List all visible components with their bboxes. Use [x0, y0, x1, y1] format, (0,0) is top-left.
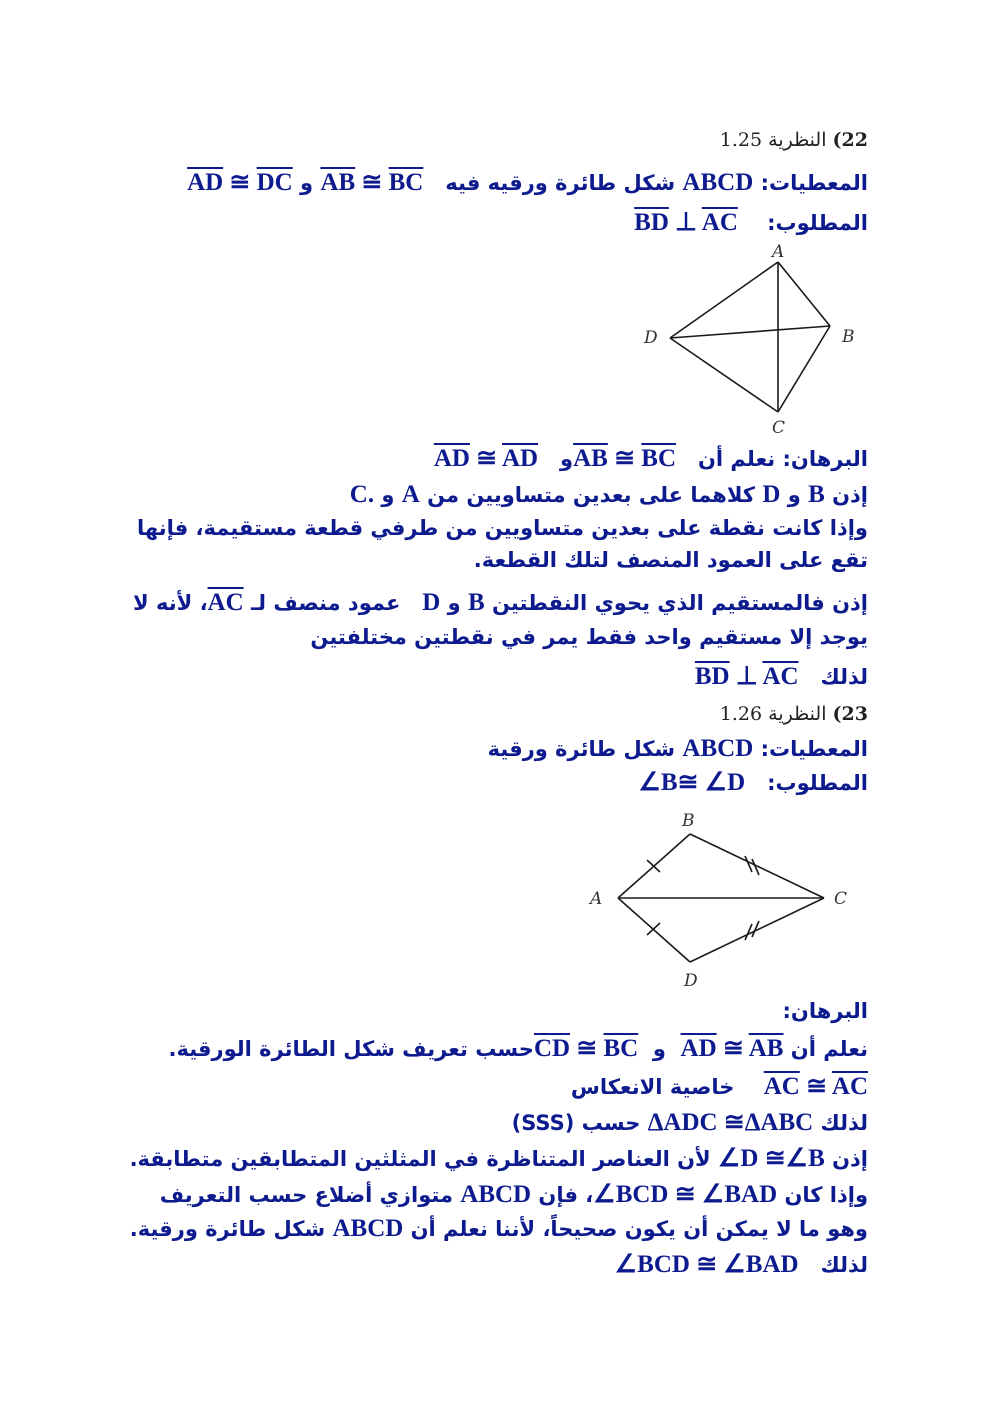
prove-expr: $\overline{BD}$ ⊥ $\overline{AC}$: [634, 209, 738, 236]
theorem-1-26-heading: [720, 700, 868, 728]
label-b: B: [842, 327, 855, 347]
proof-expr-ab-bc: $\overline{AB}$ ≅ $\overline{BC}$: [573, 445, 677, 472]
proof-expr-ad-ad: $\overline{AD}$ ≅ $\overline{AD}$: [433, 445, 539, 472]
proof-line-3: وإذا كانت نقطة على بعدين متساويين من طرفي قطعة مستقيمة، فإنها تقع على العمود المنصف لتلك القطعة.: [136, 516, 868, 572]
exercise-number: 23): [832, 703, 868, 725]
proof-line-5: يوجد إلا مستقيم واحد فقط يمر في نقطتين مختلفتين: [310, 625, 868, 649]
prove-line: [634, 208, 868, 238]
kite-figure-1: [630, 240, 870, 440]
label-c: C: [834, 889, 848, 909]
prove-line-2: المطلوب: ∠B≅ ∠D: [638, 769, 868, 796]
label-d: D: [684, 971, 698, 991]
and-word: و: [560, 447, 574, 471]
proof2-line-5: وإذا كان ∠BCD ≅ ∠BAD، فإن ABCD متوازي أضلاع حسب التعريف: [159, 1181, 868, 1208]
given-line: [187, 168, 868, 198]
label-d: D: [644, 328, 658, 348]
theorem-number: 1.26: [719, 703, 763, 725]
given-line-2: المعطيات: ABCD شكل طائرة ورقية: [487, 735, 868, 762]
proof2-line-1: نعلم أن $\overline{AD}$ ≅ $\overline{AB}$ و $\overline{CD}$ ≅ $\overline{BC}حسب$ تعريف شكل الطائرة الورقية.: [168, 1035, 868, 1062]
proof-label-2: البرهان:: [782, 999, 868, 1023]
label-c: C: [772, 418, 786, 438]
kite-figure-2: [580, 802, 870, 1002]
theorem-1-25-heading: [720, 126, 868, 154]
proof2-line-3: لذلك ΔADC ≅ΔABC حسب (SSS): [511, 1109, 868, 1136]
given-label: المعطيات:: [760, 171, 868, 195]
label-a: A: [772, 242, 785, 262]
label-b: B: [682, 811, 695, 831]
given-expr-dc-ad: $\overline{AD}$ ≅ $\overline{DC}$: [187, 169, 293, 196]
proof-text: نعلم أن: [697, 447, 776, 471]
label-a: A: [590, 889, 603, 909]
theorem-number: 1.25: [719, 129, 763, 151]
given-expr-bc-ab: $\overline{AB}$ ≅ $\overline{BC}$: [320, 169, 424, 196]
and-word: و: [300, 171, 314, 195]
proof2-line-2: $\overline{AC}$ ≅ $\overline{AC}$ خاصية الانعكاس: [570, 1073, 868, 1100]
given-figure-name: ABCD: [682, 169, 754, 196]
prove-label: المطلوب:: [767, 211, 868, 235]
proof-line-4: إذن فالمستقيم الذي يحوي النقطتين B و D عمود منصف لـ $\overline{AC}،$ لأنه لا: [133, 589, 868, 616]
proof2-line-4: إذن ∠D ≅∠B لأن العناصر المتناظرة في المثلثين المتطابقين متطابقة.: [129, 1145, 868, 1172]
given-text: شكل طائرة ورقيه فيه: [445, 171, 676, 195]
proof-line-2: إذن B و D كلاهما على بعدين متساويين من A و C.: [349, 481, 868, 508]
exercise-number: 22): [832, 129, 868, 151]
proof-line-1: [434, 444, 868, 474]
proof-label: البرهان:: [782, 447, 868, 471]
proof-conclusion: لذلك $\overline{BD}$ ⊥ $\overline{AC}$: [694, 663, 868, 690]
theorem-word: النظرية: [768, 703, 827, 725]
proof2-line-6: وهو ما لا يمكن أن يكون صحيحاً، لأننا نعلم أن ABCD شكل طائرة ورقية.: [129, 1215, 868, 1242]
theorem-word: النظرية: [768, 129, 827, 151]
proof2-conclusion: لذلك ∠BCD ≅ ∠BAD: [614, 1251, 868, 1278]
